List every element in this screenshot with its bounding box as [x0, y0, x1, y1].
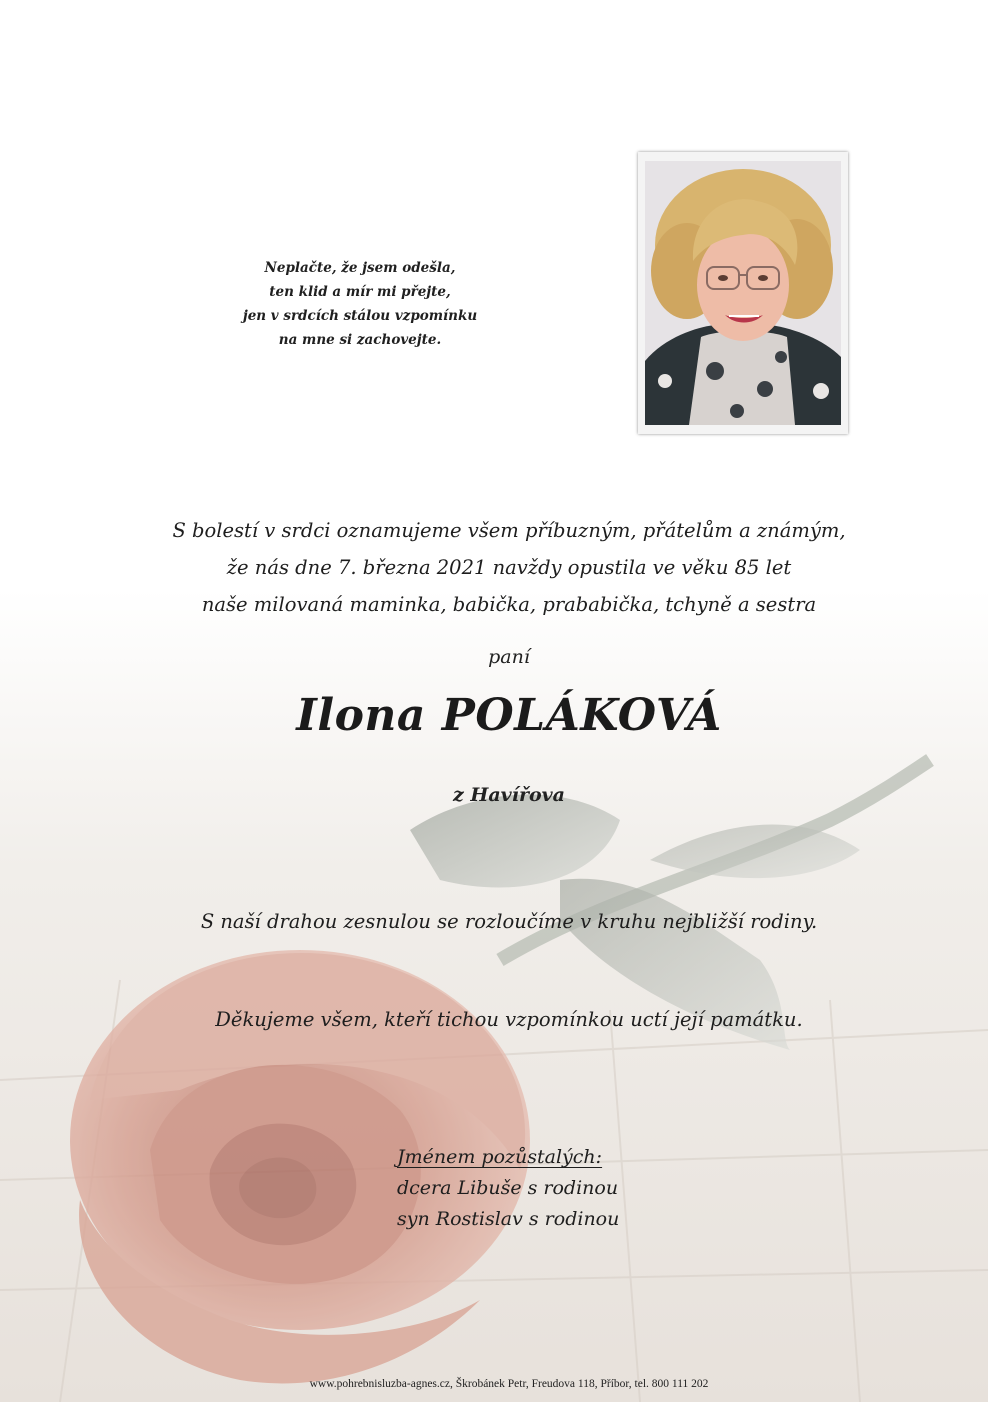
farewell-notice: S naší drahou zesnulou se rozloučíme v kruhu nejbližší rodiny.	[200, 910, 818, 933]
poem-line: ten klid a mír mi přejte,	[269, 284, 451, 300]
deceased-origin: z Havířova	[453, 784, 565, 806]
funeral-service-footer: www.pohrebnisluzba-agnes.cz, Škrobánek Petr, Freudova 118, Příbor, tel. 800 111 202	[309, 1378, 709, 1390]
deceased-name: Ilona POLÁKOVÁ	[296, 690, 722, 741]
announcement-line: naše milovaná maminka, babička, prababička, tchyně a sestra	[201, 593, 817, 616]
signatories	[397, 1142, 717, 1235]
signatories-heading: Jménem pozůstalých:	[397, 1146, 603, 1168]
announcement-line: že nás dne 7. března 2021 navždy opustila ve věku 85 let	[226, 556, 792, 579]
honorific: paní	[488, 646, 530, 668]
announcement-text	[94, 512, 924, 623]
announcement-line: S bolestí v srdci oznamujeme všem příbuzným, přátelům a známým,	[172, 519, 846, 542]
signatory: syn Rostislav s rodinou	[397, 1208, 620, 1230]
portrait-photo-icon	[645, 161, 841, 425]
poem-line: jen v srdcích stálou vzpomínku	[242, 308, 478, 324]
poem-line: Neplačte, že jsem odešla,	[264, 260, 456, 276]
portrait-photo	[638, 152, 848, 434]
poem-line: na mne si zachovejte.	[278, 332, 442, 348]
poem	[200, 256, 520, 352]
signatory: dcera Libuše s rodinou	[397, 1177, 619, 1199]
thanks-text: Děkujeme všem, kteří tichou vzpomínkou uctí její památku.	[215, 1008, 803, 1031]
